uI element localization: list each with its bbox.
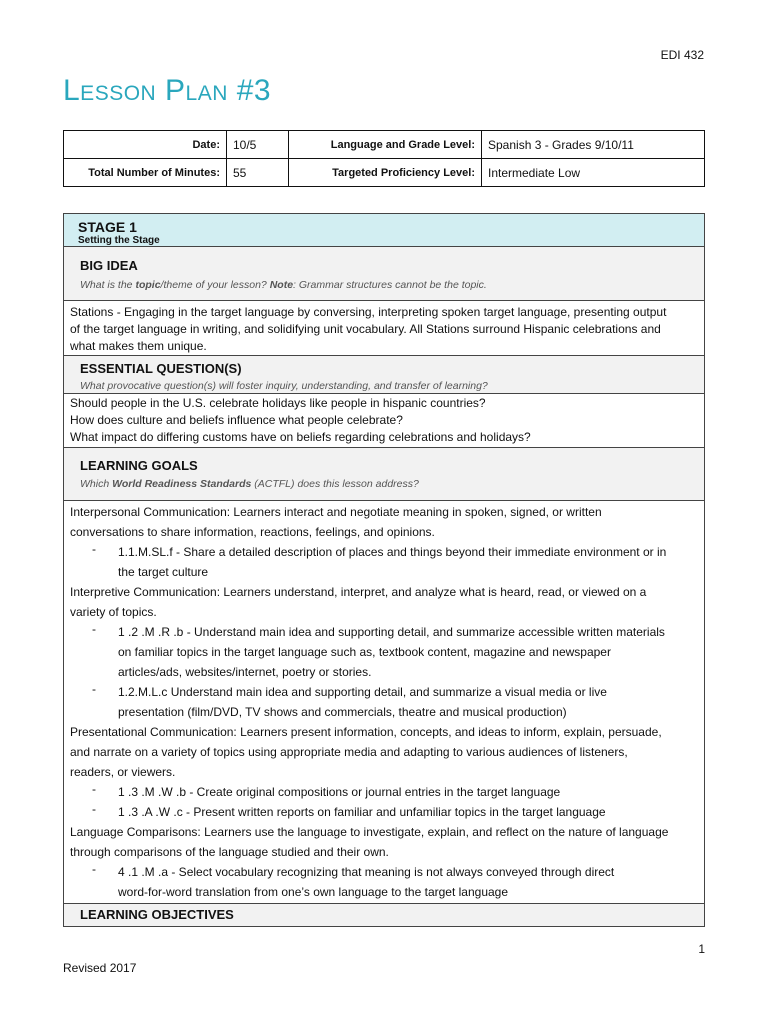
bullet-line: word-for-word translation from one’s own language to the target language xyxy=(118,885,509,899)
bullet-line: 1 .3 .M .W .b - Create original compositions or journal entries in the target language xyxy=(118,785,561,799)
meta-row-1 xyxy=(64,131,705,159)
bullet-line: the target culture xyxy=(118,565,209,579)
big-idea-header xyxy=(64,247,704,301)
goal-bullet xyxy=(70,622,698,682)
big-idea-prompt xyxy=(80,279,688,291)
bullet-dash: - xyxy=(92,862,96,876)
language-grade-label: Language and Grade Level: xyxy=(289,131,482,159)
bullet-dash: - xyxy=(92,622,96,636)
learning-goals-heading: LEARNING GOALS xyxy=(80,458,198,473)
minutes-value: 55 xyxy=(227,159,289,187)
prompt-text: Which xyxy=(80,478,113,490)
bullet-dash: - xyxy=(92,782,96,796)
date-label: Date: xyxy=(64,131,227,159)
learning-goals-header xyxy=(64,448,704,501)
bullet-line: 1 .3 .A .W .c - Present written reports on familiar and unfamiliar topics in the target language xyxy=(118,805,606,819)
learning-goals-prompt xyxy=(80,478,688,490)
prompt-bold: World Readiness Standards xyxy=(112,478,252,490)
stage-heading: STAGE 1 xyxy=(78,219,137,235)
stage-1-section xyxy=(63,213,705,927)
essential-question-line: How does culture and beliefs influence what people celebrate? xyxy=(70,413,403,427)
bullet-dash: - xyxy=(92,682,96,696)
goal-bullet xyxy=(70,682,698,722)
big-idea-line: of the target language in writing, and solidifying unit vocabulary. All Stations surround Hispanic celebrations and xyxy=(70,322,661,336)
big-idea-heading: BIG IDEA xyxy=(80,258,138,273)
date-value: 10/5 xyxy=(227,131,289,159)
goal-line: Interpersonal Communication: Learners interact and negotiate meaning in spoken, signed, or written xyxy=(70,505,602,519)
goal-line: conversations to share information, reactions, feelings, and opinions. xyxy=(70,525,435,539)
goal-bullet xyxy=(70,862,698,902)
prompt-bold: topic xyxy=(135,279,161,291)
page-title: Lesson Plan #3 xyxy=(63,74,272,107)
essential-question-heading: ESSENTIAL QUESTION(S) xyxy=(80,361,242,376)
goal-bullet xyxy=(70,802,698,822)
goal-line: Interpretive Communication: Learners understand, interpret, and analyze what is heard, read, or viewed on a xyxy=(70,585,647,599)
bullet-line: articles/ads, websites/internet, poetry or stories. xyxy=(118,665,372,679)
prompt-text: What is the xyxy=(80,279,136,291)
page-number: 1 xyxy=(698,942,705,956)
stage-header xyxy=(64,214,704,247)
bullet-line: presentation (film/DVD, TV shows and commercials, theatre and musical production) xyxy=(118,705,567,719)
prompt-bold: Note xyxy=(269,279,294,291)
prompt-text: /theme of your lesson? xyxy=(160,279,270,291)
goal-line: Language Comparisons: Learners use the language to investigate, explain, and reflect on the nature of language xyxy=(70,825,669,839)
bullet-line: 4 .1 .M .a - Select vocabulary recognizing that meaning is not always conveyed through direct xyxy=(118,865,615,879)
goal-line: through comparisons of the language studied and their own. xyxy=(70,845,389,859)
big-idea-line: Stations - Engaging in the target language by conversing, interpreting spoken target language, presenting output xyxy=(70,305,667,319)
prompt-text: (ACTFL) does this lesson address? xyxy=(251,478,419,490)
essential-question-line: Should people in the U.S. celebrate holidays like people in hispanic countries? xyxy=(70,396,486,410)
lesson-meta-table xyxy=(63,130,705,187)
learning-objectives-heading: LEARNING OBJECTIVES xyxy=(80,907,234,922)
goal-bullet xyxy=(70,542,698,582)
goal-line: Presentational Communication: Learners present information, concepts, and ideas to inform, explain, persuade, xyxy=(70,725,662,739)
course-code: EDI 432 xyxy=(660,48,704,62)
bullet-line: 1.1.M.SL.f - Share a detailed description of places and things beyond their immediate environment or in xyxy=(118,545,667,559)
minutes-label: Total Number of Minutes: xyxy=(64,159,227,187)
big-idea-line: what makes them unique. xyxy=(70,339,207,353)
essential-question-prompt: What provocative question(s) will foster inquiry, understanding, and transfer of learning? xyxy=(80,380,488,392)
learning-objectives-header xyxy=(64,904,704,926)
essential-question-header xyxy=(64,356,704,394)
goal-line: readers, or viewers. xyxy=(70,765,176,779)
big-idea-body xyxy=(64,301,704,356)
essential-question-body xyxy=(64,394,704,448)
revised-footer: Revised 2017 xyxy=(63,961,137,975)
stage-subheading: Setting the Stage xyxy=(78,235,160,246)
bullet-line: 1.2.M.L.c Understand main idea and supporting detail, and summarize a visual media or live xyxy=(118,685,607,699)
goal-bullet xyxy=(70,782,698,802)
bullet-line: on familiar topics in the target language such as, textbook content, magazine and newspaper xyxy=(118,645,611,659)
proficiency-label: Targeted Proficiency Level: xyxy=(289,159,482,187)
essential-question-line: What impact do differing customs have on beliefs regarding celebrations and holidays? xyxy=(70,430,531,444)
proficiency-value: Intermediate Low xyxy=(482,159,705,187)
bullet-dash: - xyxy=(92,802,96,816)
bullet-line: 1 .2 .M .R .b - Understand main idea and supporting detail, and summarize accessible written materials xyxy=(118,625,665,639)
learning-goals-body xyxy=(64,501,704,904)
goal-line: variety of topics. xyxy=(70,605,157,619)
prompt-text: : Grammar structures cannot be the topic. xyxy=(293,279,487,291)
meta-row-2 xyxy=(64,159,705,187)
language-grade-value: Spanish 3 - Grades 9/10/11 xyxy=(482,131,705,159)
bullet-dash: - xyxy=(92,542,96,556)
goal-line: and narrate on a variety of topics using appropriate media and adapting to various audiences of listeners, xyxy=(70,745,628,759)
